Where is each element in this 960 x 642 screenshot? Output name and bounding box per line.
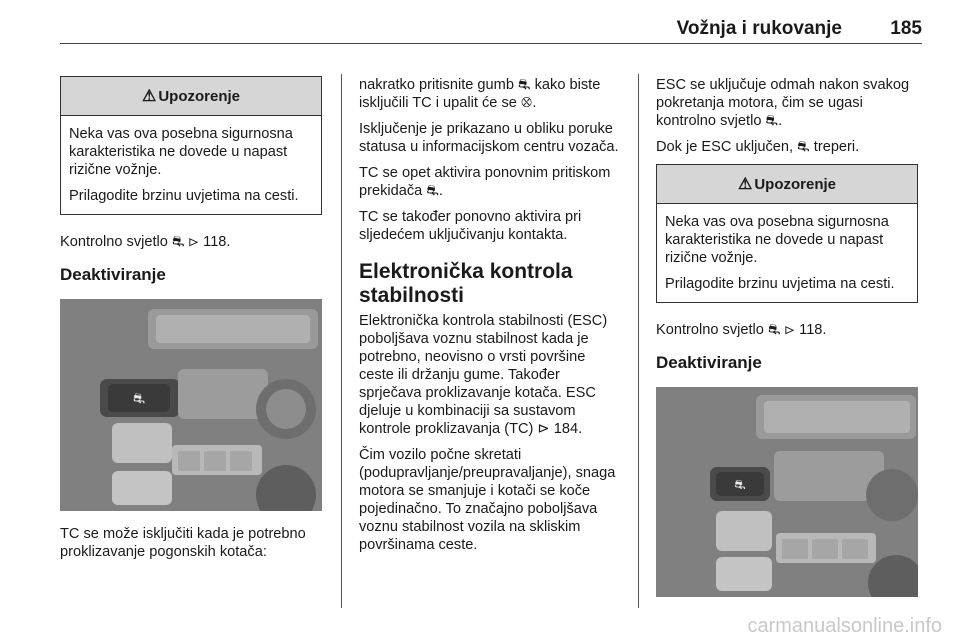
watermark: carmanualsonline.info <box>747 615 942 637</box>
photo-caption: TC se može isključiti kada je potrebno proklizavanje pogonskih kotača: <box>60 526 306 560</box>
warning-text: Neka vas ova posebna sigurnosna karakteristika ne dovede u napast rizične vožnje. <box>665 214 889 266</box>
column-middle <box>359 76 621 562</box>
body-text: Elektronička kontrola stabilnosti (ESC) poboljšava voznu stabilnost kada je potrebno, neovisno o vrsti površine ceste ili držanju gume. Također sprječava proklizavanje kotača. ESC djeluje u kombinaciji sa sustavom kontrole proklizavanja (TC) ⊳ 184. <box>359 313 608 437</box>
column-left <box>60 76 322 569</box>
warning-title: Upozorenje <box>754 175 837 193</box>
page-number: 185 <box>890 18 922 39</box>
body-text: Isključenje je prikazano u obliku poruke statusa u informacijskom centru vozača. <box>359 121 619 155</box>
warning-text: Prilagodite brzinu uvjetima na cesti. <box>665 276 895 292</box>
column-divider <box>638 74 639 608</box>
indicator-reference: Kontrolno svjetlo ⛐ ⊳ 118. <box>656 322 827 338</box>
warning-header <box>657 165 917 204</box>
header-divider <box>60 43 922 44</box>
warning-header <box>61 77 321 116</box>
page-header <box>60 18 922 58</box>
body-text: TC se opet aktivira ponovnim pritiskom prekidača ⛐. <box>359 165 611 199</box>
chapter-title: Vožnja i rukovanje <box>676 18 842 39</box>
traction-control-icon: ⛐ <box>132 391 146 407</box>
warning-text: Neka vas ova posebna sigurnosna karakteristika ne dovede u napast rizične vožnje. <box>69 126 293 178</box>
warning-triangle-icon: ⚠ <box>737 176 753 193</box>
body-text: Dok je ESC uključen, ⛐ treperi. <box>656 139 860 155</box>
warning-box <box>656 164 918 303</box>
warning-text: Prilagodite brzinu uvjetima na cesti. <box>69 188 299 204</box>
body-text: Čim vozilo počne skretati (podupravljanje/preupravaljanje), snaga motora se smanjuje i kotači se koče pojedinačno. To značajno poboljšava voznu stabilnost vozila na skliskim površinama ceste. <box>359 447 616 553</box>
column-right <box>656 76 918 611</box>
body-text: ESC se uključuje odmah nakon svakog pokretanja motora, čim se ugasi kontrolno svjetlo ⛐. <box>656 77 910 129</box>
warning-box <box>60 76 322 215</box>
body-text: TC se također ponovno aktivira pri sljedećem uključivanju kontakta. <box>359 209 582 243</box>
section-subheading: Deaktiviranje <box>60 265 166 284</box>
indicator-reference: Kontrolno svjetlo ⛐ ⊳ 118. <box>60 234 231 250</box>
column-divider <box>341 74 342 608</box>
body-text: nakratko pritisnite gumb ⛐ kako biste isključili TC i upalit će se ⛒. <box>359 77 601 111</box>
section-heading: Elektronička kontrola stabilnosti <box>359 260 573 307</box>
dashboard-photo <box>60 299 322 511</box>
warning-body <box>657 204 917 302</box>
dashboard-photo <box>656 387 918 597</box>
section-subheading: Deaktiviranje <box>656 353 762 372</box>
warning-title: Upozorenje <box>158 87 241 105</box>
warning-body <box>61 116 321 214</box>
warning-triangle-icon: ⚠ <box>141 88 157 105</box>
traction-control-icon: ⛐ <box>734 478 746 493</box>
